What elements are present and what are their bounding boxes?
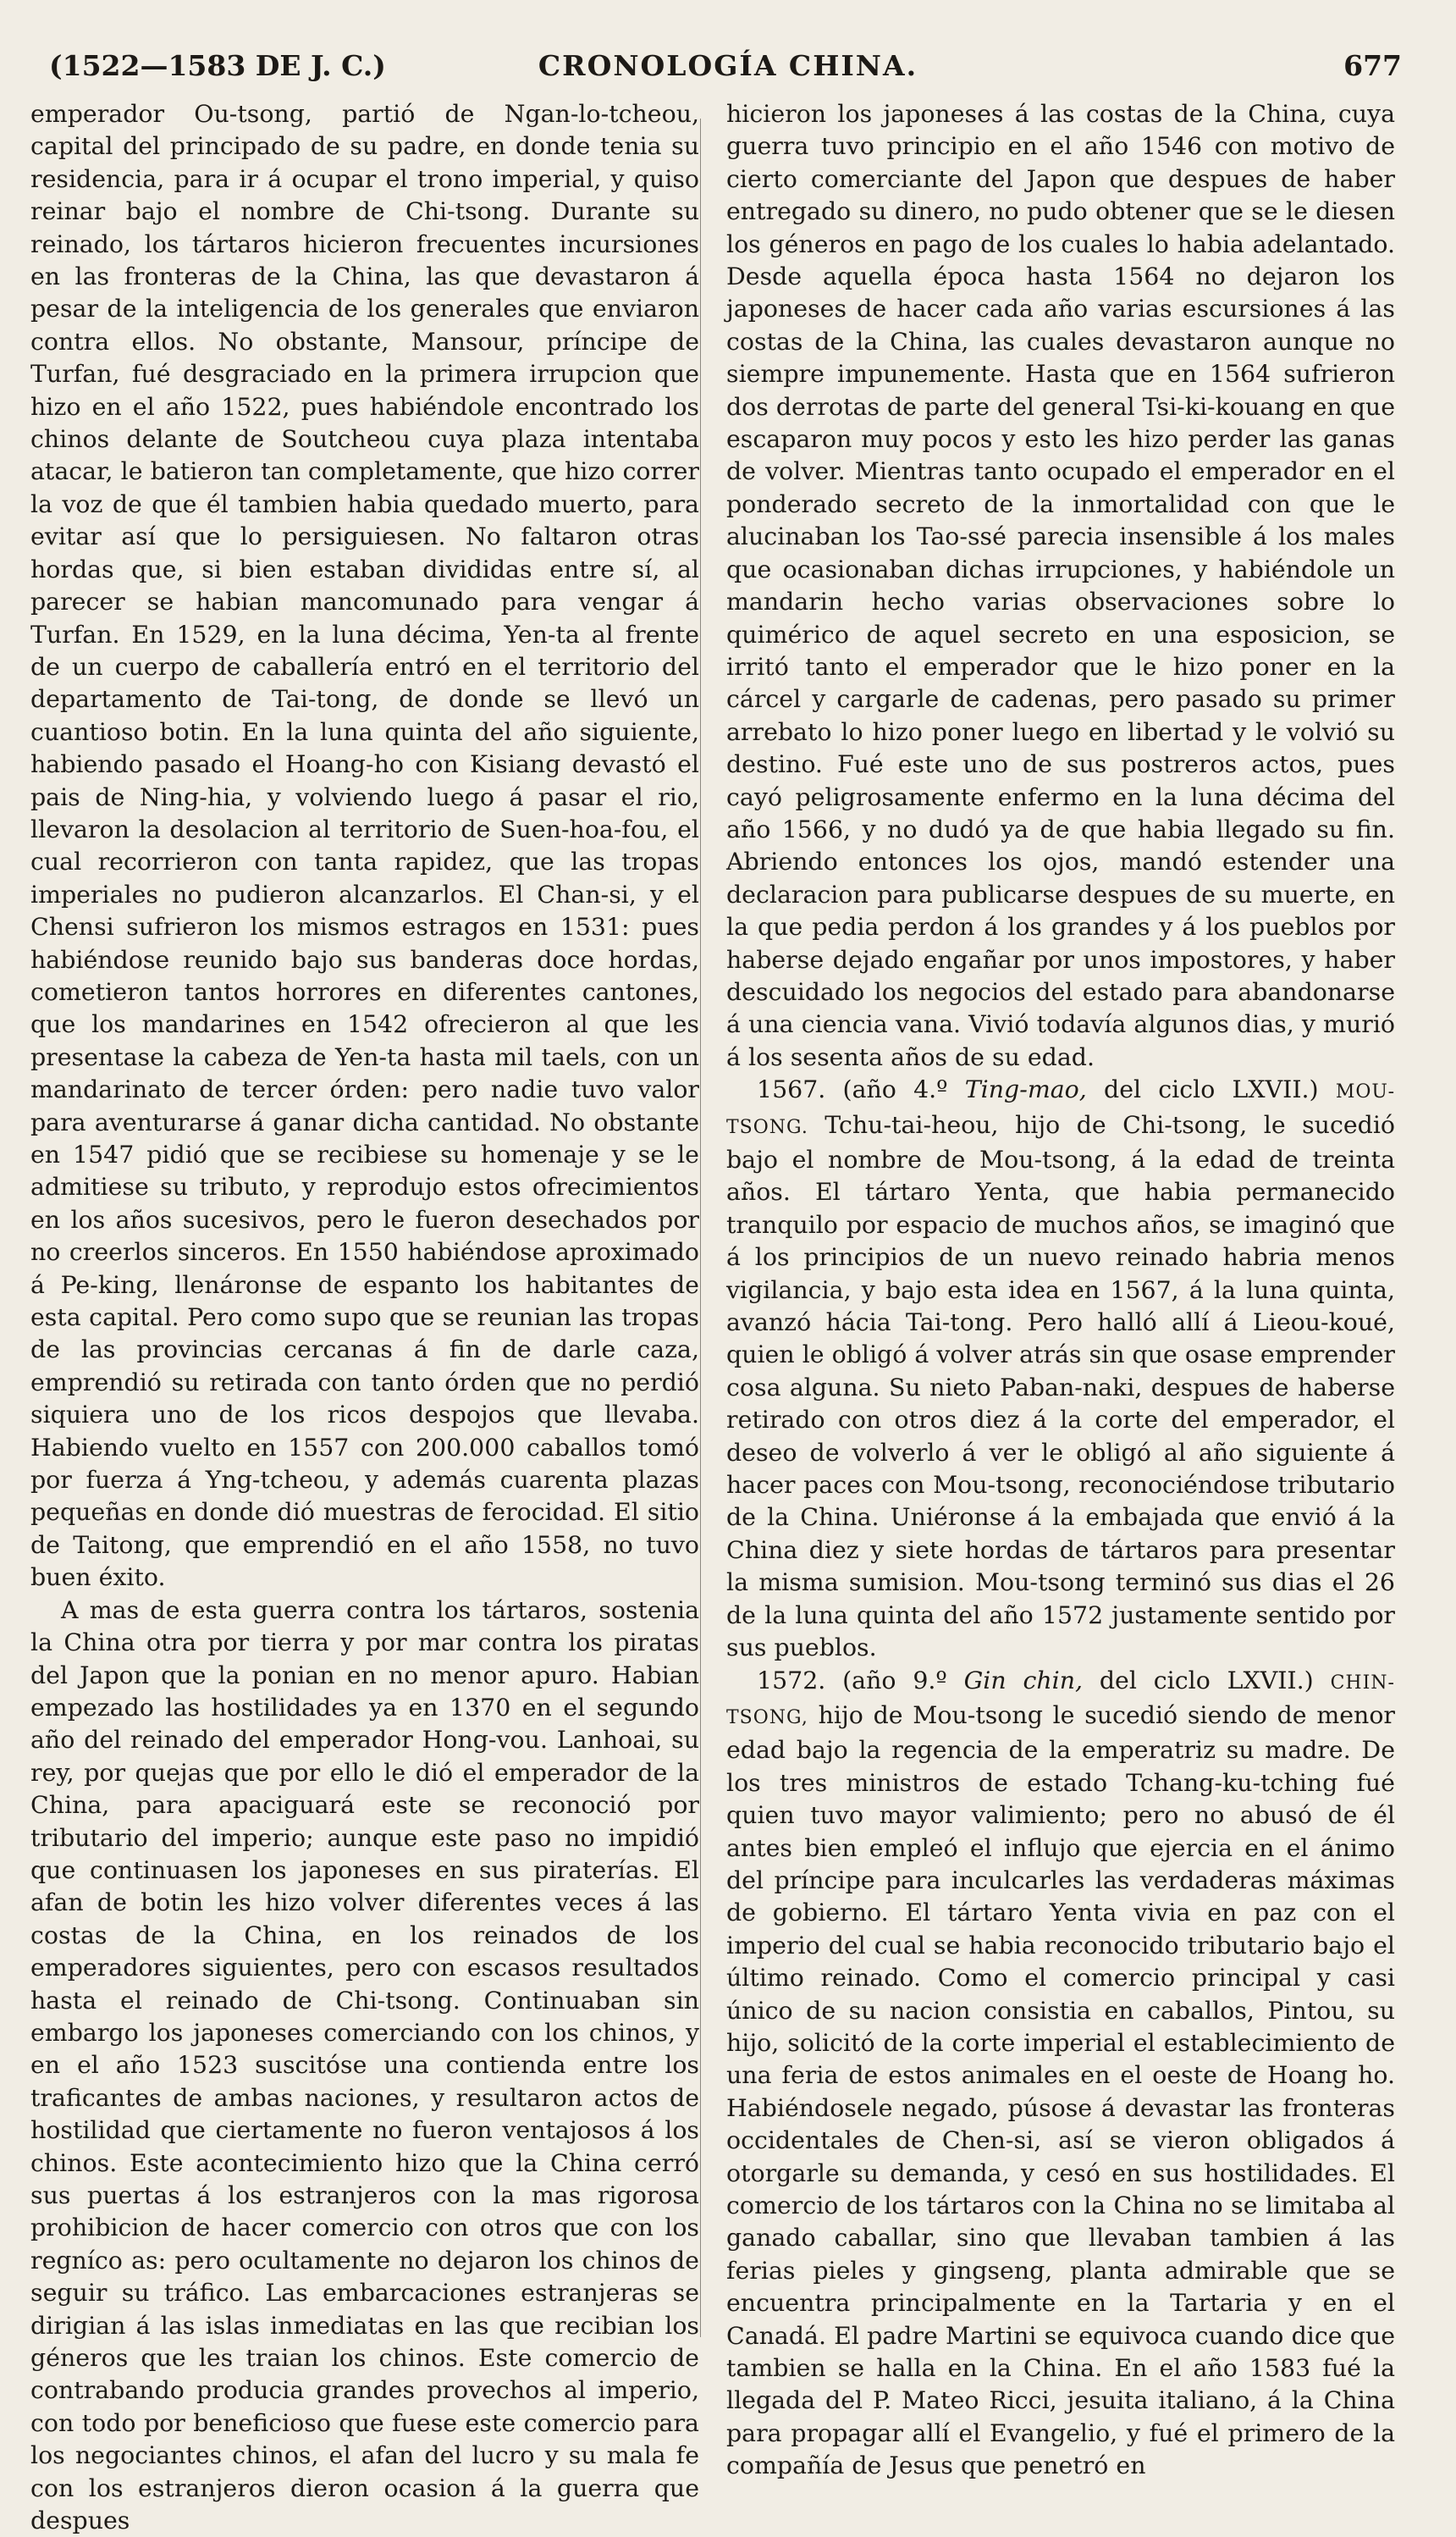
entry-1572-chin-tsong <box>726 1665 1395 2483</box>
page-number: 677 <box>1343 49 1402 82</box>
cycle-name: Gin chin, <box>963 1666 1084 1694</box>
paragraph-chi-tsong-reign: emperador Ou-tsong, partió de Ngan-lo-tcheou, capital del principado de su padre, en donde tenia su residencia, para ir á ocupar el trono imperial, y quiso reinar bajo el nombre de Chi-tsong. Durante su reinado, los tártaros hicieron frecuentes incursiones en las fronteras de la China, las que devastaron á pesar de la inteligencia de los generales que enviaron contra ellos. No obstante, Mansour, príncipe de Turfan, fué desgraciado en la primera irrupcion que hizo en el año 1522, pues habiéndole encontrado los chinos delante de Soutcheou cuya plaza intentaba atacar, le batieron tan completamente, que hizo correr la voz de que él tambien habia quedado muerto, para evitar así que lo persiguiesen. No faltaron otras hordas que, si bien estaban divididas entre sí, al parecer se habian mancomunado para vengar á Turfan. En 1529, en la luna décima, Yen-ta al frente de un cuerpo de caballería entró en el territorio del departamento de Tai-tong, de donde se llevó un cuantioso botin. En la luna quinta del año siguiente, habiendo pasado el Hoang-ho con Kisiang devastó el pais de Ning-hia, y volviendo luego á pasar el rio, llevaron la desolacion al territorio de Suen-hoa-fou, el cual recorrieron con tanta rapidez, que las tropas imperiales no pudieron alcanzarlos. El Chan-si, y el Chensi sufrieron los mismos estragos en 1531: pues habiéndose reunido bajo sus banderas doce hordas, cometieron tantos horrores en diferentes cantones, que los mandarines en 1542 ofrecieron al que les presentase la cabeza de Yen-ta hasta mil taels, con un mandarinato de tercer órden: pero nadie tuvo valor para aventurarse á ganar dicha cantidad. No obstante en 1547 pidió que se recibiese su homenaje y se le admitiese su tributo, y reprodujo estos ofrecimientos en los años sucesivos, pero le fueron desechados por no creerlos sinceros. En 1550 habiéndose aproximado á Pe-king, llenáronse de espanto los habitantes de esta capital. Pero como supo que se reunian las tropas de las provincias cercanas á fin de darle caza, emprendió su retirada con tanto órden que no perdió siquiera uno de los ricos despojos que llevaba. Habiendo vuelto en 1557 con 200.000 caballos tomó por fuerza á Yng-tcheou, y además cuarenta plazas pequeñas en donde dió muestras de ferocidad. El sitio de Taitong, que emprendió en el año 1558, no tuvo buen éxito. <box>30 100 699 1592</box>
ruler-name: MOU-TSONG. <box>726 1081 1396 1138</box>
column-divider <box>700 119 701 2337</box>
entry-1567-mou-tsong <box>726 1074 1395 1664</box>
paragraph-japanese-pirates: hicieron los japoneses á las costas de la China, cuya guerra tuvo principio en el año 1546 con motivo de cierto comerciante del Japon que despues de haber entregado su dinero, no pudo obtener que se le diesen los géneros en pago de los cuales lo habia adelantado. Desde aquella época hasta 1564 no dejaron los japoneses de hacer cada año varias escursiones á las costas de la China, las cuales devastaron aunque no siempre impunemente. Hasta que en 1564 sufrieron dos derrotas de parte del general Tsi-ki-kouang en que escaparon muy pocos y esto les hizo perder las ganas de volver. Mientras tanto ocupado el emperador en el ponderado secreto de la inmortalidad con que le alucinaban los Tao-ssé parecia insensible á los males que ocasionaban dichas irrupciones, y habiéndole un mandarin hecho varias observaciones sobre lo quimérico de aquel secreto en una esposicion, se irritó tanto el emperador que le hizo poner en la cárcel y cargarle de cadenas, pero pasado su primer arrebato lo hizo poner luego en libertad y le volvió su destino. Fué este uno de sus postreros actos, pues cayó peligrosamente enfermo en la luna décima del año 1566, y no dudó ya de que habia llegado su fin. Abriendo entonces los ojos, mandó estender una declaracion para publicarse despues de su muerte, en la que pedia perdon á los grandes y á los pueblos por haberse dejado engañar por unos impostores, y haber descuidado los negocios del estado para abandonarse á una ciencia vana. Vivió todavía algunos dias, y murió á los sesenta años de su edad. <box>726 100 1396 1071</box>
paragraph-japan-war: A mas de esta guerra contra los tártaros, sostenia la China otra por tierra y por mar contra los piratas del Japon que la ponian en no menor apuro. Habian empezado las hostilidades ya en 1370 en el segundo año del reinado del emperador Hong-vou. Lanhoai, su rey, por quejas que por ello le dió el emperador de la China, para apaciguará este se reconoció por tributario del imperio; aunque este paso no impidió que continuasen los japoneses en sus piraterías. El afan de botin les hizo volver diferentes veces á las costas de la China, en los reinados de los emperadores siguientes, pero con escasos resultados hasta el reinado de Chi-tsong. Continuaban sin embargo los japoneses comerciando con los chinos, y en el año 1523 suscitóse una contienda entre los traficantes de ambas naciones, y resultaron actos de hostilidad que ciertamente no fueron ventajosos á los chinos. Este acontecimiento hizo que la China cerró sus puertas á los estranjeros con la mas rigorosa prohibicion de hacer comercio con otros que con los regníco as: pero ocultamente no dejaron los chinos de seguir su tráfico. Las embarcaciones estranjeras se dirigian á las islas inmediatas en las que recibian los géneros que les traian los chinos. Este comercio de contrabando producia grandes provechos al imperio, con todo por beneficioso que fuese este comercio para los negociantes chinos, el afan del lucro y su mala fe con los estranjeros dieron ocasion á la guerra que despues <box>30 1595 699 2535</box>
left-column <box>30 98 699 2537</box>
ruler-name: CHIN-TSONG, <box>726 1672 1395 1728</box>
right-column <box>726 98 1395 2483</box>
cycle-year: (año 9.º <box>842 1666 947 1694</box>
header-title: CRONOLOGÍA CHINA. <box>538 49 918 82</box>
entry-body: Tchu-tai-heou, hijo de Chi-tsong, le sucedió bajo el nombre de Mou-tsong, á la edad de treinta años. El tártaro Yenta, que habia permanecido tranquilo por espacio de muchos años, se imaginó que á los principios de un nuevo reinado habria menos vigilancia, y bajo esta idea en 1567, á la luna quinta, avanzó hácia Tai-tong. Pero halló allí á Lieou-koué, quien le obligó á volver atrás sin que osase emprender cosa alguna. Su nieto Paban-naki, despues de haberse retirado con otros diez á la corte del emperador, el deseo de volverlo á ver le obligó al año siguiente á hacer paces con Mou-tsong, reconociéndose tributario de la China. Uniéronse á la embajada que envió á la China diez y siete hordas de tártaros para presentar la misma sumision. Mou-tsong terminó sus dias el 26 de la luna quinta del año 1572 justamente sentido por sus pueblos. <box>726 1110 1395 1662</box>
cycle-year: (año 4.º <box>842 1075 948 1104</box>
header-date-range: (1522—1583 DE J. C.) <box>49 49 386 82</box>
running-head <box>34 49 1422 100</box>
entry-body: hijo de Mou-tsong le sucedió siendo de menor edad bajo la regencia de la emperatriz su madre. De los tres ministros de estado Tchang-ku-tching fué quien tuvo mayor valimiento; pero no abusó de él antes bien empleó el influjo que ejercia en el ánimo del príncipe para inculcarles las verdaderas máximas de gobierno. El tártaro Yenta vivia en paz con el imperio del cual se habia reconocido tributario bajo el último reinado. Como el comercio principal y casi único de su nacion consistia en caballos, Pintou, su hijo, solicitó de la corte imperial el establecimiento de una feria de estos animales en el oeste de Hoang ho. Habiéndosele negado, púsose á devastar las fronteras occidentales de Chen-si, así se vieron obligados á otorgarle su demanda, y cesó en sus hostilidades. El comercio de los tártaros con la China no se limitaba al ganado caballar, sino que llevaban tambien á las ferias pieles y gingseng, planta admirable que se encuentra principalmente en la Tartaria y en el Canadá. El padre Martini se equivoca cuando dice que tambien se halla en la China. En el año 1583 fué la llegada del P. Mateo Ricci, jesuita italiano, á la China para propagar allí el Evangelio, y fué el primero de la compañía de Jesus que penetró en <box>726 1700 1395 2480</box>
entry-year: 1572. <box>757 1666 826 1694</box>
cycle-number: del ciclo LXVII.) <box>1104 1075 1319 1104</box>
cycle-name: Ting-mao, <box>964 1075 1087 1104</box>
entry-year: 1567. <box>757 1075 826 1104</box>
cycle-number: del ciclo LXVII.) <box>1099 1666 1314 1694</box>
